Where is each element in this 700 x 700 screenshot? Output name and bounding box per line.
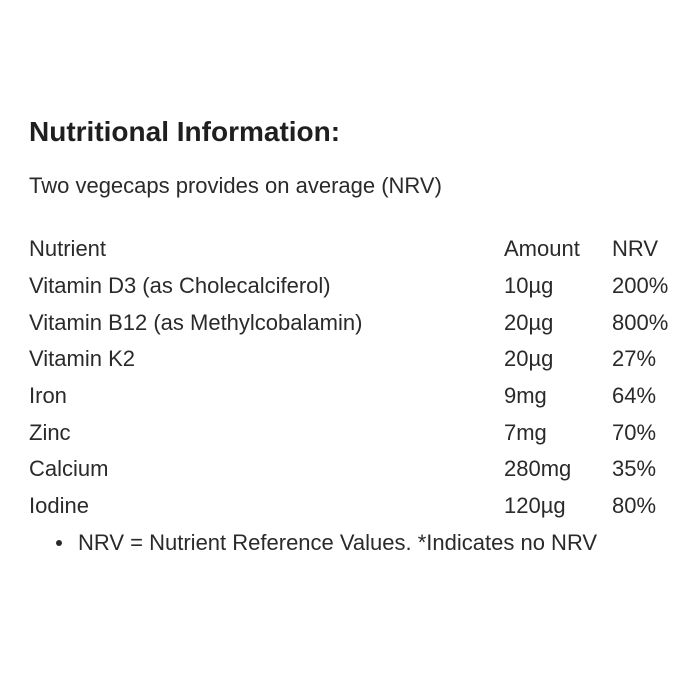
nutrient-cell: Zinc	[29, 419, 71, 445]
amount-cell: 280mg	[504, 456, 572, 482]
amount-cell: 20µg	[504, 346, 554, 372]
nutrition-table	[29, 231, 682, 525]
nutrient-cell: Vitamin B12 (as Methylcobalamin)	[29, 309, 363, 335]
column-header-amount: Amount	[504, 236, 580, 262]
nrv-cell: 27%	[612, 346, 657, 372]
table-row	[29, 451, 682, 488]
nrv-cell: 70%	[612, 419, 657, 445]
amount-cell: 120µg	[504, 493, 566, 519]
table-row	[29, 341, 682, 378]
page-title: Nutritional Information:	[29, 116, 341, 147]
nrv-cell: 64%	[612, 383, 657, 409]
amount-cell: 10µg	[504, 273, 554, 299]
nutrient-cell: Iron	[29, 383, 67, 409]
table-row	[29, 414, 682, 451]
table-row	[29, 268, 682, 305]
nutrient-cell: Vitamin K2	[29, 346, 135, 372]
amount-cell: 20µg	[504, 309, 554, 335]
table-row	[29, 378, 682, 415]
serving-description: Two vegecaps provides on average (NRV)	[29, 173, 442, 198]
table-header-row	[29, 231, 682, 268]
nrv-cell: 80%	[612, 493, 657, 519]
nutrient-cell: Vitamin D3 (as Cholecalciferol)	[29, 273, 331, 299]
table-row	[29, 304, 682, 341]
footnote-list	[29, 525, 689, 561]
footnote-text: NRV = Nutrient Reference Values. *Indicates no NRV	[78, 529, 598, 555]
nrv-cell: 200%	[612, 273, 669, 299]
column-header-nrv: NRV	[612, 236, 659, 262]
nrv-cell: 800%	[612, 309, 669, 335]
nutrition-panel	[29, 112, 689, 561]
footnote-item	[56, 525, 689, 561]
table-row	[29, 488, 682, 525]
nrv-cell: 35%	[612, 456, 657, 482]
amount-cell: 9mg	[504, 383, 547, 409]
nutrient-cell: Calcium	[29, 456, 109, 482]
column-header-nutrient: Nutrient	[29, 236, 107, 262]
amount-cell: 7mg	[504, 419, 547, 445]
bullet-icon	[56, 540, 62, 546]
nutrient-cell: Iodine	[29, 493, 89, 519]
